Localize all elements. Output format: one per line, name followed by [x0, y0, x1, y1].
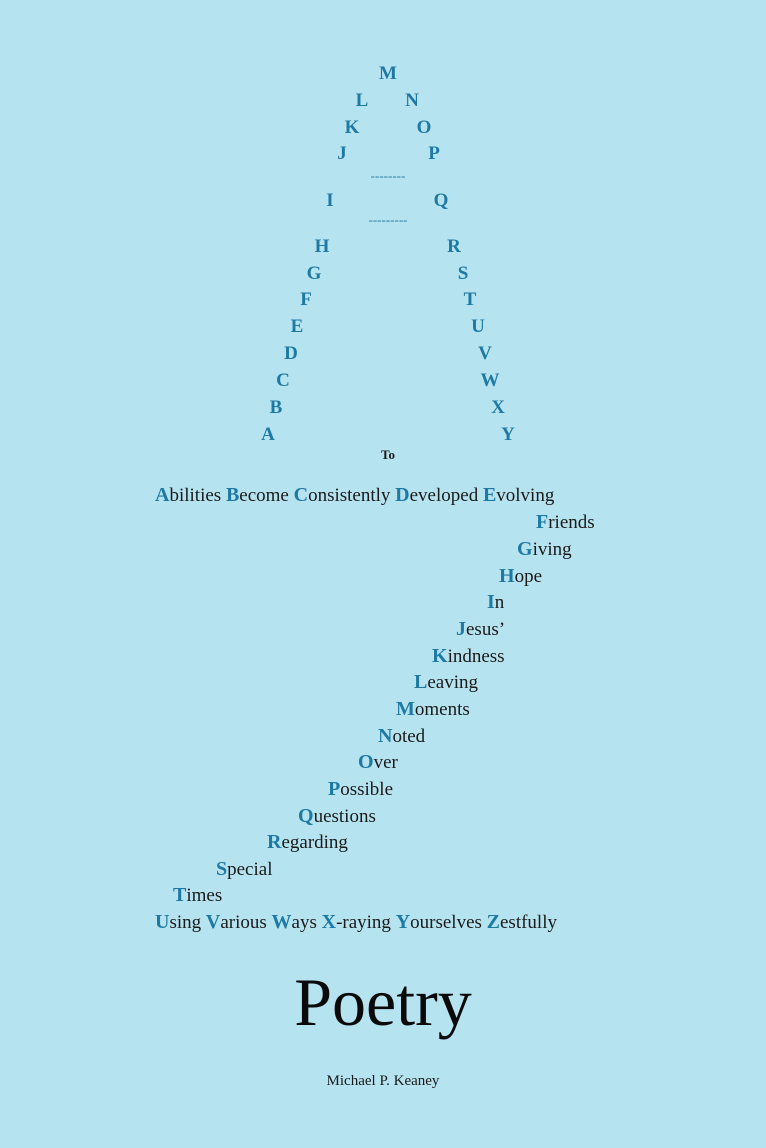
arch-letter: A	[261, 424, 275, 445]
acrostic-line	[216, 859, 272, 879]
arch-letter: U	[471, 316, 485, 337]
acrostic-initial: M	[396, 698, 415, 720]
acrostic-word-rest: ays	[291, 912, 322, 933]
acrostic-line	[499, 566, 542, 586]
acrostic-word-rest: esus’	[466, 619, 506, 640]
acrostic-initial: E	[482, 484, 497, 506]
arch-letter: W	[480, 370, 500, 391]
acrostic-word-rest: ourselves	[410, 912, 487, 933]
arch-letter: C	[276, 370, 290, 391]
arch-letter: I	[326, 190, 334, 211]
acrostic-line	[155, 912, 557, 932]
arch-letter: H	[314, 236, 330, 257]
arch-letter: O	[416, 117, 432, 138]
acrostic-initial: T	[173, 884, 187, 906]
acrostic-line	[267, 832, 348, 852]
acrostic-initial: P	[328, 778, 341, 800]
arch-letter: J	[337, 143, 347, 164]
arch-letter: K	[344, 117, 360, 138]
arch-letter: G	[306, 263, 322, 284]
acrostic-word-rest: volving	[496, 485, 555, 506]
acrostic-initial: R	[267, 831, 282, 853]
acrostic-line	[298, 806, 376, 826]
acrostic-initial: S	[216, 858, 228, 880]
arch-letter: L	[355, 90, 369, 111]
acrostic-initial: H	[499, 565, 515, 587]
acrostic-line	[173, 885, 222, 905]
acrostic-line	[487, 592, 504, 612]
acrostic-word-rest: ver	[373, 752, 398, 773]
acrostic-line	[155, 485, 554, 505]
arch-letter: Q	[433, 190, 449, 211]
acrostic-initial: J	[456, 618, 466, 640]
acrostic-initial: V	[205, 911, 221, 933]
acrostic-word-rest: oted	[392, 726, 426, 747]
arch-letter: T	[463, 289, 477, 310]
acrostic-initial: D	[395, 484, 410, 506]
acrostic-initial: L	[414, 671, 428, 693]
acrostic-line	[517, 539, 572, 559]
arch-letter: E	[290, 316, 304, 337]
acrostic-initial: C	[293, 484, 309, 506]
acrostic-initial: Y	[395, 911, 411, 933]
acrostic-line	[536, 512, 595, 532]
arch-letter: Y	[501, 424, 515, 445]
acrostic-line	[414, 672, 478, 692]
author-name: Michael P. Keaney	[326, 1073, 440, 1089]
acrostic-word-rest: imes	[186, 885, 223, 906]
acrostic-word-rest: arious	[220, 912, 272, 933]
acrostic-initial: W	[271, 911, 292, 933]
acrostic-word-rest: eveloped	[409, 485, 483, 506]
acrostic-word-rest: -raying	[336, 912, 396, 933]
acrostic-initial: O	[358, 751, 374, 773]
acrostic-line	[358, 752, 398, 772]
acrostic-initial: G	[517, 538, 533, 560]
acrostic-word-rest: ope	[514, 566, 542, 587]
arch-letter: X	[491, 397, 505, 418]
acrostic-word-rest: egarding	[281, 832, 348, 853]
acrostic-initial: Z	[486, 911, 500, 933]
arch-letter: N	[405, 90, 419, 111]
arch-letter: V	[478, 343, 492, 364]
acrostic-word-rest: sing	[169, 912, 206, 933]
acrostic-line	[378, 726, 425, 746]
acrostic-initial: X	[321, 911, 337, 933]
acrostic-word-rest: iving	[532, 539, 572, 560]
arch-letter: R	[447, 236, 461, 257]
acrostic-initial: B	[225, 484, 240, 506]
crossbar-upper: --------	[370, 168, 406, 183]
acrostic-word-rest: uestions	[313, 806, 376, 827]
arch-letter: F	[300, 289, 312, 310]
acrostic-word-rest: oments	[414, 699, 470, 720]
acrostic-initial: A	[155, 484, 170, 506]
acrostic-word-rest: n	[494, 592, 505, 613]
acrostic-word-rest: riends	[548, 512, 595, 533]
acrostic-initial: Q	[298, 805, 314, 827]
acrostic-word-rest: eaving	[427, 672, 478, 693]
acrostic-initial: I	[487, 591, 495, 613]
acrostic-line	[456, 619, 505, 639]
acrostic-word-rest: indness	[447, 646, 505, 667]
arch-letter: P	[428, 143, 440, 164]
acrostic-word-rest: onsistently	[308, 485, 396, 506]
arch-letter: S	[457, 263, 469, 284]
acrostic-initial: N	[378, 725, 393, 747]
acrostic-word-rest: ossible	[340, 779, 393, 800]
acrostic-line	[396, 699, 470, 719]
acrostic-word-rest: bilities	[169, 485, 226, 506]
arch-letter: B	[269, 397, 283, 418]
arch-letter: D	[284, 343, 298, 364]
acrostic-line	[328, 779, 393, 799]
acrostic-initial: F	[536, 511, 549, 533]
acrostic-initial: K	[432, 645, 448, 667]
acrostic-word-rest: ecome	[239, 485, 294, 506]
book-title: Poetry	[294, 964, 472, 1040]
acrostic-line	[432, 646, 505, 666]
arch-letter: M	[379, 63, 397, 84]
acrostic-word-rest: pecial	[227, 859, 273, 880]
acrostic-initial: U	[155, 911, 170, 933]
to-label: To	[381, 447, 395, 462]
crossbar-lower: ---------	[368, 212, 408, 227]
acrostic-word-rest: estfully	[500, 912, 557, 933]
